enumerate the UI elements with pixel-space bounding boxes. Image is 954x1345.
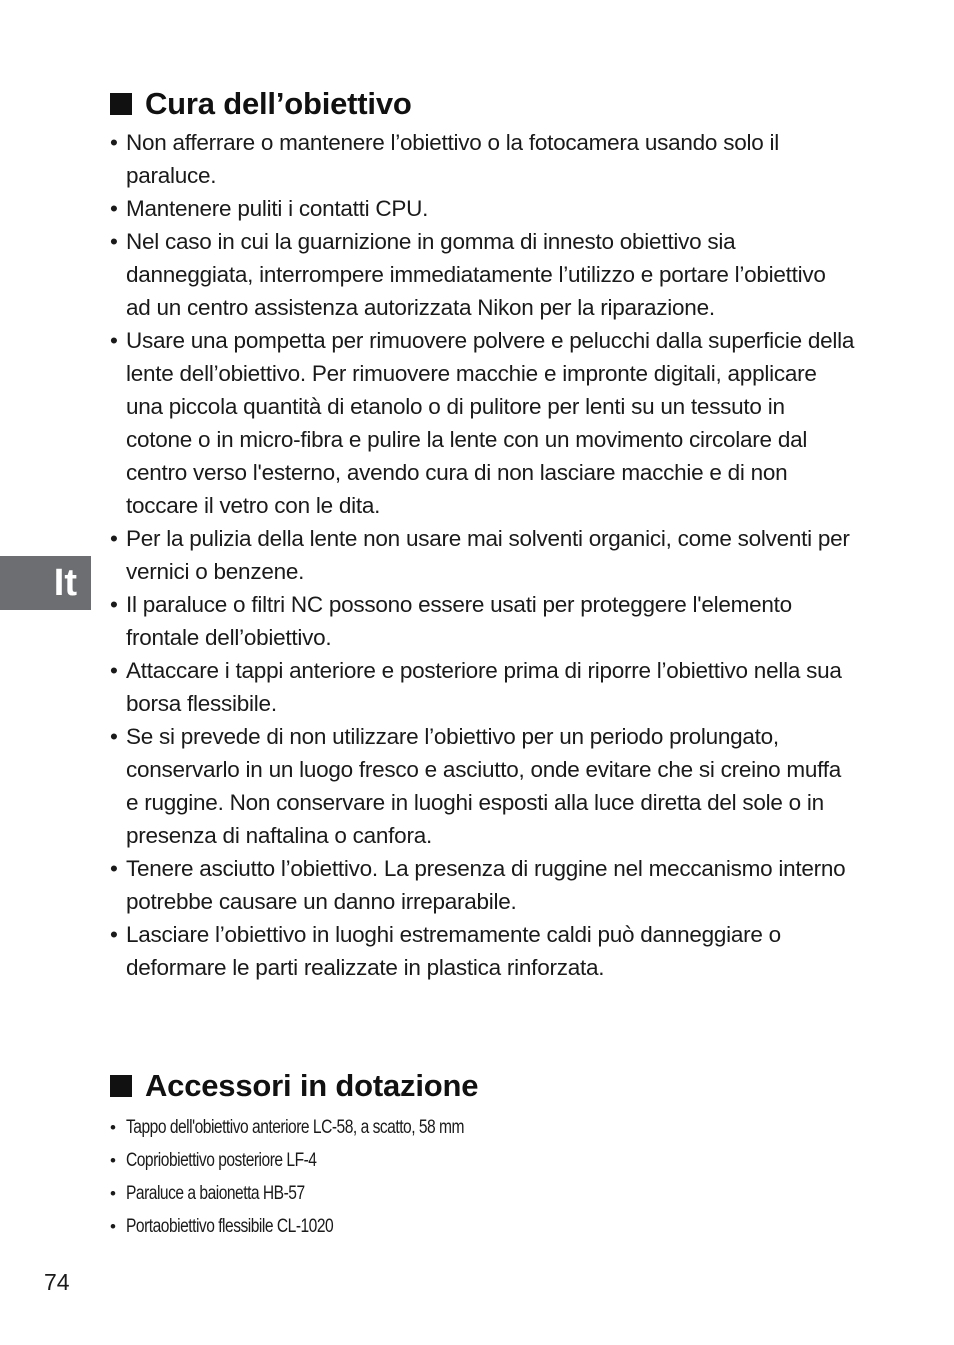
list-item: • Copriobiettivo posteriore LF-4 [110, 1144, 855, 1177]
bullet-icon: • [110, 328, 118, 353]
list-item: • Tenere asciutto l’obiettivo. La presenza di ruggine nel meccanismo interno potrebbe causare un danno irreparabile. [110, 852, 855, 918]
bullet-icon: • [110, 526, 118, 551]
bullet-icon: • [110, 130, 118, 155]
list-item: • Il paraluce o filtri NC possono essere usati per proteggere l'elemento frontale dell’obiettivo. [110, 588, 855, 654]
accessories-list [110, 1111, 855, 1243]
list-item: • Portaobiettivo flessibile CL-1020 [110, 1210, 855, 1243]
bullet-icon: • [110, 856, 118, 881]
list-item: • Mantenere puliti i contatti CPU. [110, 192, 855, 225]
page-number: 74 [44, 1269, 70, 1295]
accessories-section [110, 1066, 855, 1243]
list-item: • Per la pulizia della lente non usare mai solventi organici, come solventi per vernici o benzene. [110, 522, 855, 588]
list-item: • Lasciare l’obiettivo in luoghi estremamente caldi può danneggiare o deformare le parti realizzate in plastica rinforzata. [110, 918, 855, 984]
accessories-section-title: Accessori in dotazione [145, 1068, 479, 1103]
bullet-icon: • [110, 229, 118, 254]
bullet-icon: • [110, 658, 118, 683]
square-bullet-icon [110, 93, 132, 115]
care-section-title: Cura dell’obiettivo [145, 86, 412, 121]
accessories-section-heading [110, 1066, 855, 1106]
list-item: • Se si prevede di non utilizzare l’obiettivo per un periodo prolungato, conservarlo in un luogo fresco e asciutto, onde evitare che si creino muffa e ruggine. Non conservare in luoghi esposti alla luce diretta del sole o in presenza di naftalina o canfora. [110, 720, 855, 852]
bullet-icon: • [110, 1118, 116, 1137]
list-item: • Tappo dell'obiettivo anteriore LC-58, a scatto, 58 mm [110, 1111, 855, 1144]
bullet-icon: • [110, 1217, 116, 1236]
bullet-icon: • [110, 1151, 116, 1170]
list-item: • Usare una pompetta per rimuovere polvere e pelucchi dalla superficie della lente dell’obiettivo. Per rimuovere macchie e impronte digitali, applicare una piccola quantità di etanolo o di pulitore per lenti su un tessuto in cotone o in micro-fibra e pulire la lente con un movimento circolare dal centro verso l'esterno, avendo cura di non lasciare macchie e di non toccare il vetro con le dita. [110, 324, 855, 522]
care-section-heading [110, 84, 855, 124]
bullet-icon: • [110, 724, 118, 749]
list-item: • Paraluce a baionetta HB-57 [110, 1177, 855, 1210]
square-bullet-icon [110, 1075, 132, 1097]
list-item: • Attaccare i tappi anteriore e posteriore prima di riporre l’obiettivo nella sua borsa flessibile. [110, 654, 855, 720]
bullet-icon: • [110, 1184, 116, 1203]
care-list [110, 126, 855, 984]
bullet-icon: • [110, 196, 118, 221]
list-item: • Nel caso in cui la guarnizione in gomma di innesto obiettivo sia danneggiata, interrompere immediatamente l’utilizzo e portare l’obiettivo ad un centro assistenza autorizzata Nikon per la riparazione. [110, 225, 855, 324]
bullet-icon: • [110, 922, 118, 947]
care-section [110, 84, 855, 984]
language-tab: It [0, 556, 91, 610]
list-item: • Non afferrare o mantenere l’obiettivo o la fotocamera usando solo il paraluce. [110, 126, 855, 192]
bullet-icon: • [110, 592, 118, 617]
